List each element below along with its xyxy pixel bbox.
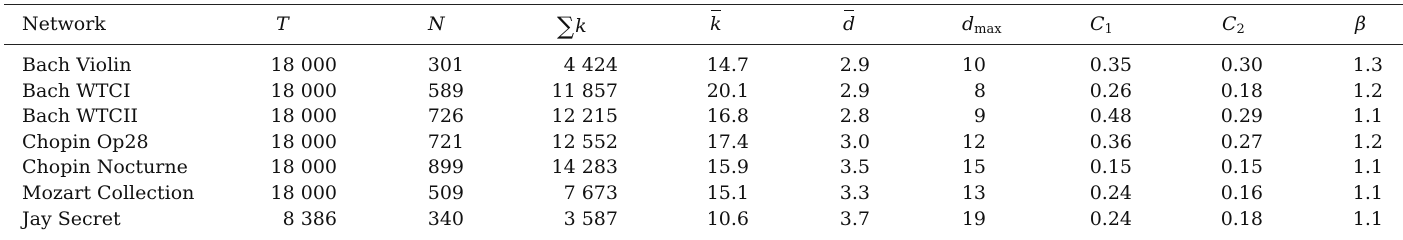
cell-beta: 1.1: [1352, 182, 1383, 204]
header-d-bar: [843, 13, 883, 35]
cell-N: 509: [427, 182, 464, 204]
cell-C1: 0.24: [1089, 207, 1132, 230]
cell-T: 18 000: [270, 105, 337, 128]
cell-d-bar: 3.3: [839, 182, 870, 204]
header-network: [22, 13, 222, 35]
cell-N: 899: [427, 156, 464, 179]
cell-d-bar: 3.0: [839, 130, 870, 153]
cell-beta: 1.1: [1352, 156, 1383, 179]
cell-d-max: 12: [961, 130, 986, 153]
cell-d-max: 8: [973, 79, 986, 102]
cell-N: 726: [427, 105, 464, 128]
cell-d-max: 15: [961, 156, 986, 179]
cell-network: Bach WTCI: [22, 79, 131, 102]
cell-T: 18 000: [270, 156, 337, 179]
header-k-bar-label: k: [710, 13, 722, 35]
cell-C1: 0.26: [1089, 79, 1132, 102]
header-N: [428, 13, 468, 35]
cell-sum-k: 11 857: [551, 79, 618, 102]
cell-network: Jay Secret: [22, 207, 121, 230]
header-d-max: [962, 13, 1022, 35]
cell-k-bar: 15.1: [706, 182, 749, 204]
cell-k-bar: 10.6: [706, 207, 749, 230]
header-d-max-subscript: max: [974, 22, 1002, 37]
cell-T: 8 386: [282, 207, 337, 230]
header-T: [276, 13, 316, 35]
cell-sum-k: 14 283: [551, 156, 618, 179]
cell-beta: 1.1: [1352, 207, 1383, 230]
table-top-rule: [4, 4, 1403, 5]
cell-network: Chopin Op28: [22, 130, 149, 153]
cell-k-bar: 15.9: [706, 156, 749, 179]
cell-T: 18 000: [270, 54, 337, 76]
header-T-label: T: [276, 13, 289, 35]
cell-C1: 0.15: [1089, 156, 1132, 179]
cell-beta: 1.2: [1352, 130, 1383, 153]
cell-network: Mozart Collection: [22, 182, 195, 204]
cell-k-bar: 20.1: [706, 79, 749, 102]
cell-d-max: 9: [973, 105, 986, 128]
header-k-bar: [710, 13, 750, 35]
cell-d-bar: 2.9: [839, 54, 870, 76]
table-header-rule: [4, 44, 1403, 45]
cell-d-max: 13: [961, 182, 986, 204]
cell-sum-k: 7 673: [563, 182, 618, 204]
cell-N: 340: [427, 207, 464, 230]
cell-network: Chopin Nocturne: [22, 156, 188, 179]
sum-symbol: ∑: [557, 12, 575, 40]
header-sum-k: [557, 12, 627, 40]
cell-d-bar: 2.8: [839, 105, 870, 128]
cell-C2: 0.16: [1220, 182, 1263, 204]
cell-k-bar: 17.4: [706, 130, 749, 153]
cell-sum-k: 12 215: [551, 105, 618, 128]
cell-N: 589: [427, 79, 464, 102]
cell-d-max: 19: [961, 207, 986, 230]
header-d-bar-label: d: [843, 13, 856, 35]
cell-d-bar: 3.7: [839, 207, 870, 230]
header-network-label: Network: [22, 13, 106, 35]
cell-d-bar: 2.9: [839, 79, 870, 102]
header-sum-k-label: k: [575, 15, 587, 37]
cell-sum-k: 3 587: [563, 207, 618, 230]
cell-k-bar: 14.7: [706, 54, 749, 76]
header-beta: [1355, 13, 1395, 35]
cell-C1: 0.24: [1089, 182, 1132, 204]
header-beta-label: β: [1355, 13, 1366, 35]
header-C2: [1222, 13, 1262, 35]
header-C1: [1090, 13, 1130, 35]
cell-d-bar: 3.5: [839, 156, 870, 179]
header-C1-subscript: 1: [1104, 22, 1113, 37]
cell-network: Bach Violin: [22, 54, 132, 76]
cell-C1: 0.36: [1089, 130, 1132, 153]
cell-C2: 0.18: [1220, 207, 1263, 230]
cell-network: Bach WTCII: [22, 105, 138, 128]
cell-C1: 0.35: [1089, 54, 1132, 76]
header-d-max-label: d: [962, 13, 975, 35]
cell-k-bar: 16.8: [706, 105, 749, 128]
cell-T: 18 000: [270, 79, 337, 102]
cell-C2: 0.30: [1220, 54, 1263, 76]
header-C1-label: C: [1090, 13, 1105, 35]
header-N-label: N: [428, 13, 445, 35]
cell-T: 18 000: [270, 182, 337, 204]
cell-C2: 0.27: [1220, 130, 1263, 153]
cell-beta: 1.2: [1352, 79, 1383, 102]
header-C2-subscript: 2: [1236, 22, 1245, 37]
cell-C1: 0.48: [1089, 105, 1132, 128]
cell-sum-k: 4 424: [563, 54, 618, 76]
header-C2-label: C: [1222, 13, 1237, 35]
cell-N: 721: [427, 130, 464, 153]
cell-beta: 1.3: [1352, 54, 1383, 76]
cell-beta: 1.1: [1352, 105, 1383, 128]
cell-C2: 0.15: [1220, 156, 1263, 179]
cell-d-max: 10: [961, 54, 986, 76]
cell-sum-k: 12 552: [551, 130, 618, 153]
cell-T: 18 000: [270, 130, 337, 153]
cell-C2: 0.29: [1220, 105, 1263, 128]
cell-N: 301: [427, 54, 464, 76]
cell-C2: 0.18: [1220, 79, 1263, 102]
